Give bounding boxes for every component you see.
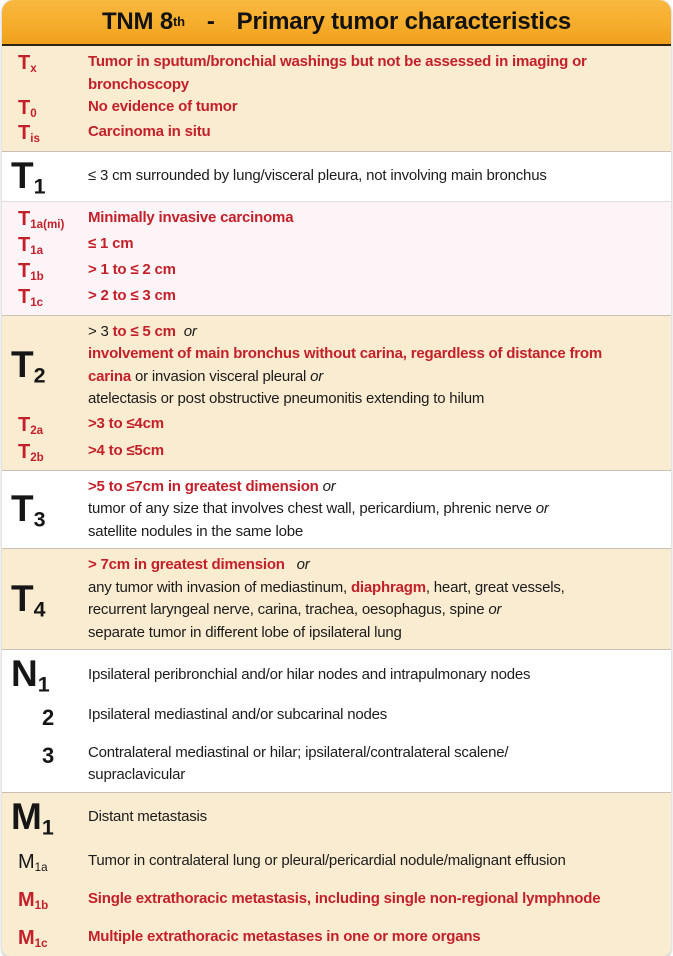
header-title-main: Primary tumor characteristics [236,8,572,35]
label-t1b: $T_{1b}$ [18,259,44,283]
section-t3 [2,470,671,549]
content-t3: >5 to ≤7cm in greatest dimension or tumor of any size that involves chest wall, pericardium, phrenic nerve or satellite nodules in the same lobe [88,477,549,540]
label-m1a: $M_{1a}$ [18,850,48,874]
label-m1b: $M_{1b}$ [18,888,49,912]
header-title-separator: - [206,8,215,35]
content-t2: > 3 to ≤ 5 cm or involvement of main bronchus without carina, regardless of distance from carina or invasion visceral pleural or atelectasis or post obstructive pneumonitis extending to hilum [88,322,603,408]
row-n2 [2,704,667,732]
content-t0: No evidence of tumor [88,98,238,115]
content-tx: Tumor in sputum/bronchial washings but not be assessed in imaging or bronchoscopy [88,53,587,93]
content-n3: Contralateral mediastinal or hilar; ipsilateral/contralateral scalene/ supraclavicular [88,743,509,784]
content-t4: > 7cm in greatest dimension or any tumor with invasion of mediastinum, diaphragm, heart, great vessels, recurrent laryngeal nerve, carina, trachea, oesophagus, spine or separate tumor in different lobe of ipsilateral lung [88,556,565,641]
table-header: TNM 8 th - Primary tumor characteristics [2,0,671,46]
label-t0: $T_0$ [18,97,37,120]
row-tis [2,121,667,146]
content-m1: Distant metastasis [88,807,207,825]
row-t4 [2,554,667,644]
label-n2: 2 [42,705,55,731]
row-n1 [2,653,667,697]
section-t-occult [2,46,671,151]
table-body [2,46,671,956]
row-m1 [2,795,667,840]
header-title-prefix: TNM 8 [101,8,173,35]
row-t2b [2,440,667,465]
content-n1: Ipsilateral peribronchial and/or hilar nodes and intrapulmonary nodes [88,665,531,683]
row-t2a [2,413,667,438]
section-t1 [2,151,671,201]
content-m1c: Multiple extrathoracic metastases in one or more organs [88,927,481,945]
label-n3: 3 [42,742,55,768]
row-t1b [2,259,667,284]
row-t2 [2,321,667,411]
content-t1a: ≤ 1 cm [88,234,134,252]
row-t1c [2,285,667,310]
row-t3 [2,476,667,544]
content-t2b: >4 to ≤5cm [88,441,164,459]
label-m1: $M_1$ [11,795,54,840]
row-tx [2,51,667,96]
label-tis: $T_{is}$ [18,122,40,145]
label-m1c: $M_{1c}$ [18,926,48,950]
row-m1b [2,888,667,913]
section-m-metastasis [2,792,671,956]
label-t2: $T_2$ [11,344,46,388]
content-t1b: > 1 to ≤ 2 cm [88,260,176,278]
label-tx: $T_x$ [18,52,37,75]
label-t4: $T_4$ [11,577,46,622]
label-t2b: $T_{2b}$ [18,440,44,464]
row-m1a [2,850,667,875]
section-t2 [2,315,671,470]
label-t1a: $T_{1a}$ [18,233,44,257]
row-t1 [2,155,667,199]
label-t1: $T_1$ [11,155,46,199]
content-t1c: > 2 to ≤ 3 cm [88,286,176,304]
content-t1: ≤ 3 cm surrounded by lung/visceral pleura, not involving main bronchus [88,167,547,185]
section-t1-subtypes [2,201,671,315]
content-t1ami: Minimally invasive carcinoma [88,208,294,226]
label-t2a: $T_{2a}$ [18,413,44,437]
content-tis: Carcinoma in situ [88,123,211,140]
label-t1c: $T_{1c}$ [18,285,44,309]
row-t1a [2,233,667,258]
content-n2: Ipsilateral mediastinal and/or subcarinal nodes [88,706,388,724]
section-n-nodes [2,649,671,791]
label-t3: $T_3$ [11,488,46,532]
section-t4 [2,548,671,649]
tnm-staging-table [2,0,671,956]
label-t1ami: $T_{1a(mi)}$ [18,207,65,231]
label-n1: $N_1$ [11,653,50,697]
row-m1c [2,926,667,951]
row-n3 [2,742,667,787]
content-m1a: Tumor in contralateral lung or pleural/pericardial nodule/malignant effusion [88,851,566,869]
row-t1ami [2,207,667,232]
row-t0 [2,96,667,121]
content-t2a: >3 to ≤4cm [88,414,164,432]
content-m1b: Single extrathoracic metastasis, including single non-regional lymphnode [88,889,601,907]
